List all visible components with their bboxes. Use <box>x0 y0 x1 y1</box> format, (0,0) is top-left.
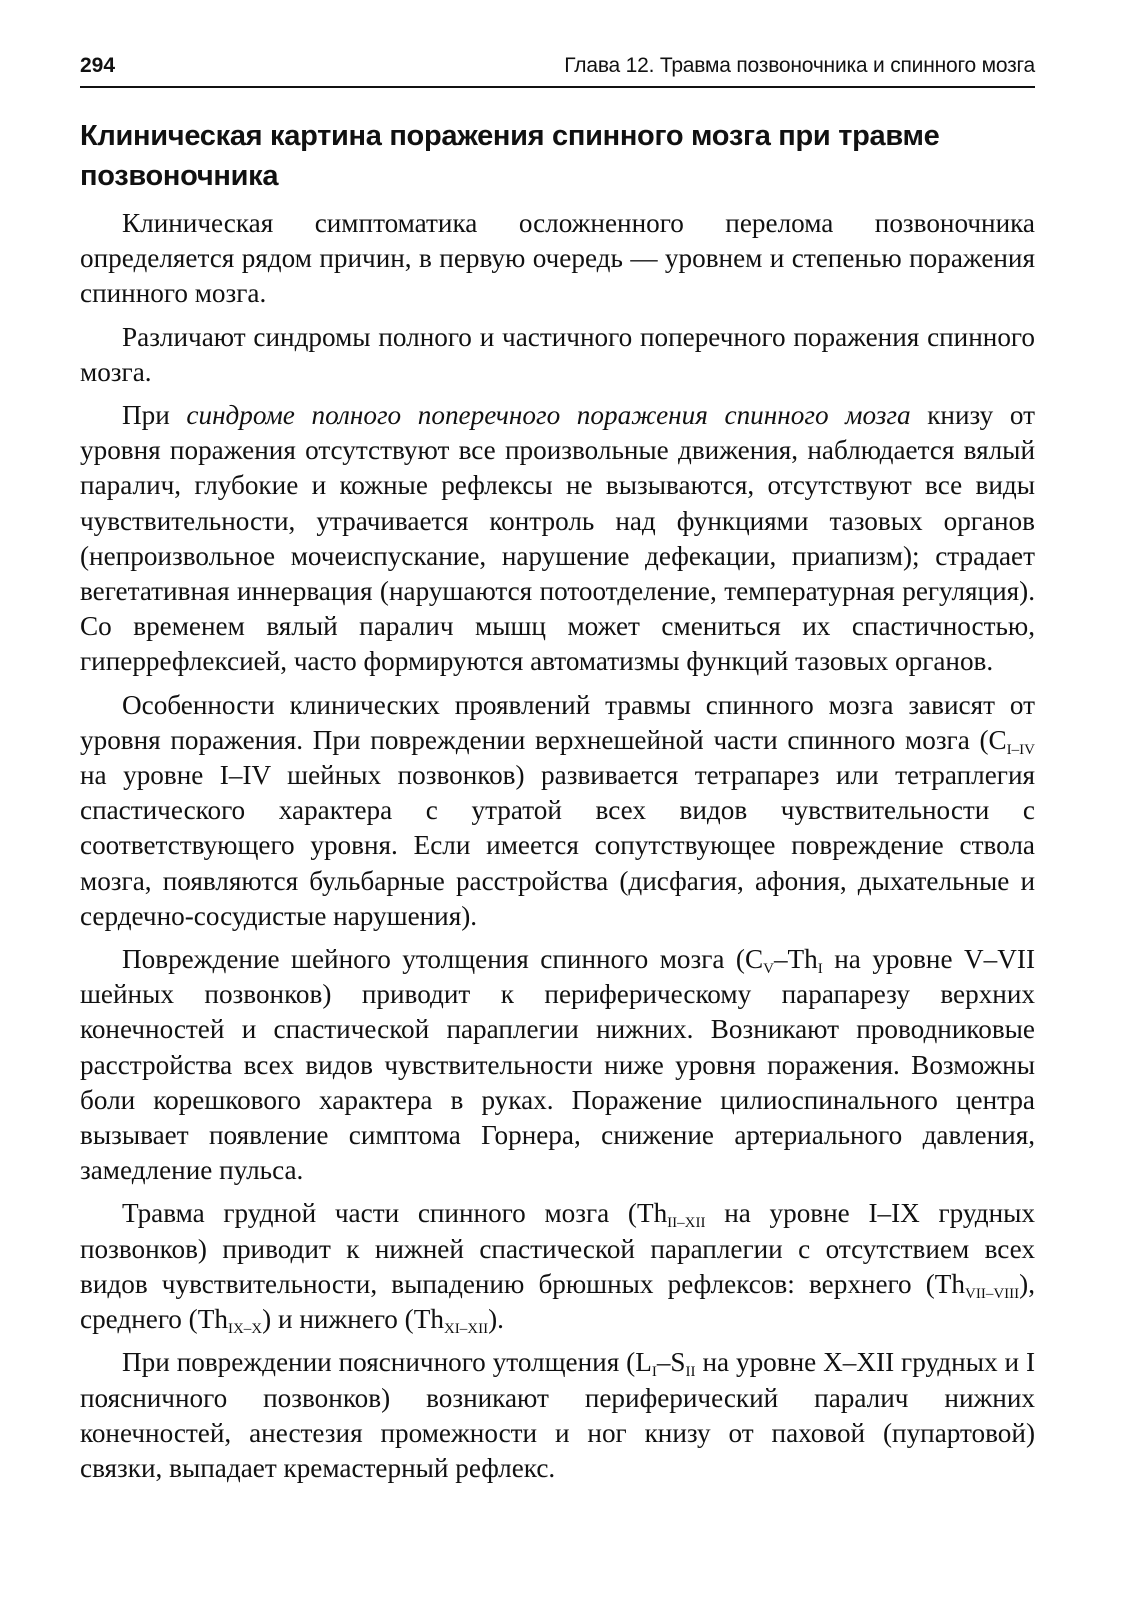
paragraph-3 <box>80 398 1035 680</box>
paragraph-1: Клиническая симптоматика осложненного перелома позвоночника определяется рядом причин, в первую очередь — уровнем и степенью поражения спинного мозга. <box>80 208 1035 309</box>
segment-subscript: II–XII <box>667 1215 706 1232</box>
body-text <box>80 206 1035 1486</box>
running-head <box>80 52 1035 88</box>
paragraph-4 <box>80 688 1035 934</box>
paragraph-5-part-3: на уровне V–VII шейных позвонков) приводит к периферическому парапарезу верхних конечностей и спастической параплегии нижних. Возникают проводниковые расстройства всех видов чувствительности ниже уровня поражения. Возможны боли корешкового характера в руках. Поражение цилиоспинального центра вызывает появление симптома Горнера, снижение артериального давления, замедление пульса. <box>80 944 1035 1186</box>
paragraph-2: Различают синдромы полного и частичного поперечного поражения спинного мозга. <box>80 321 1035 387</box>
chapter-title: Глава 12. Травма позвоночника и спинного мозга <box>564 54 1035 77</box>
paragraph-6-part-5: ). <box>488 1304 504 1335</box>
segment-subscript: I <box>651 1364 657 1381</box>
paragraph-3-lead: При <box>122 400 187 431</box>
paragraph-6-part-4: ) и нижнего (Th <box>262 1304 444 1335</box>
paragraph-7 <box>80 1345 1035 1486</box>
paragraph-5 <box>80 942 1035 1188</box>
page-number: 294 <box>80 54 116 77</box>
paragraph-4-part-1: Особенности клинических проявлений травмы спинного мозга зависят от уровня поражения. При повреждении верхнешейной части спинного мозга (C <box>80 689 1035 755</box>
paragraph-5-part-2: –Th <box>773 944 818 975</box>
section-title: Клиническая картина поражения спинного мозга при травме позвоночника <box>80 120 940 192</box>
paragraph-4-part-2: на уровне I–IV шейных позвонков) развивается тетрапарез или тетраплегия спастического характера с утратой всех видов чувствительности с соответствующего уровня. Если имеется сопутствующее повреждение ствола мозга, появляются бульбарные расстройства (дисфагия, афония, дыхательные и сердечно-сосудистые нарушения). <box>80 760 1035 931</box>
segment-subscript: V <box>763 961 774 978</box>
paragraph-3-body: книзу от уровня поражения отсутствуют все произвольные движения, наблюдается вялый паралич, глубокие и кожные рефлексы не вызываются, отсутствуют все виды чувствительности, утрачивается контроль над функциями тазовых органов (непроизвольное мочеиспускание, нарушение дефекации, приапизм); страдает вегетативная иннервация (нарушаются потоотделение, температурная регуляция). Со временем вялый паралич мышц может смениться их спастичностью, гиперрефлексией, часто формируются автоматизмы функций тазовых органов. <box>80 400 1035 677</box>
segment-subscript: I–IV <box>1006 741 1035 758</box>
paragraph-6 <box>80 1196 1035 1337</box>
paragraph-6-part-3: ), среднего (Th <box>80 1268 1035 1335</box>
paragraph-7-part-3: на уровне X–XII грудных и I поясничного позвонков) возникают периферический паралич нижних конечностей, анестезия промежности и ног книзу от паховой (пупартовой) связки, выпадает кремастерный рефлекс. <box>80 1347 1035 1483</box>
segment-subscript: IX–X <box>227 1321 263 1338</box>
paragraph-7-part-2: –S <box>656 1347 686 1378</box>
paragraph-7-part-1: При повреждении поясничного утолщения (L <box>122 1347 652 1378</box>
paragraph-6-part-1: Травма грудной части спинного мозга (Th <box>122 1198 668 1229</box>
segment-subscript: II <box>685 1364 696 1381</box>
paragraph-6-part-2: на уровне I–IX грудных позвонков) приводит к нижней спастической параплегии с отсутствием всех видов чувствительности, выпадению брюшных рефлексов: верхнего (Th <box>80 1198 1035 1299</box>
segment-subscript: XI–XII <box>443 1321 489 1338</box>
segment-subscript: I <box>817 961 823 978</box>
paragraph-5-part-1: Повреждение шейного утолщения спинного мозга (C <box>122 944 764 975</box>
complete-lesion-term: синдроме полного поперечного поражения спинного мозга <box>186 400 911 431</box>
segment-subscript: VII–VIII <box>965 1285 1020 1302</box>
book-page <box>80 52 1035 1486</box>
